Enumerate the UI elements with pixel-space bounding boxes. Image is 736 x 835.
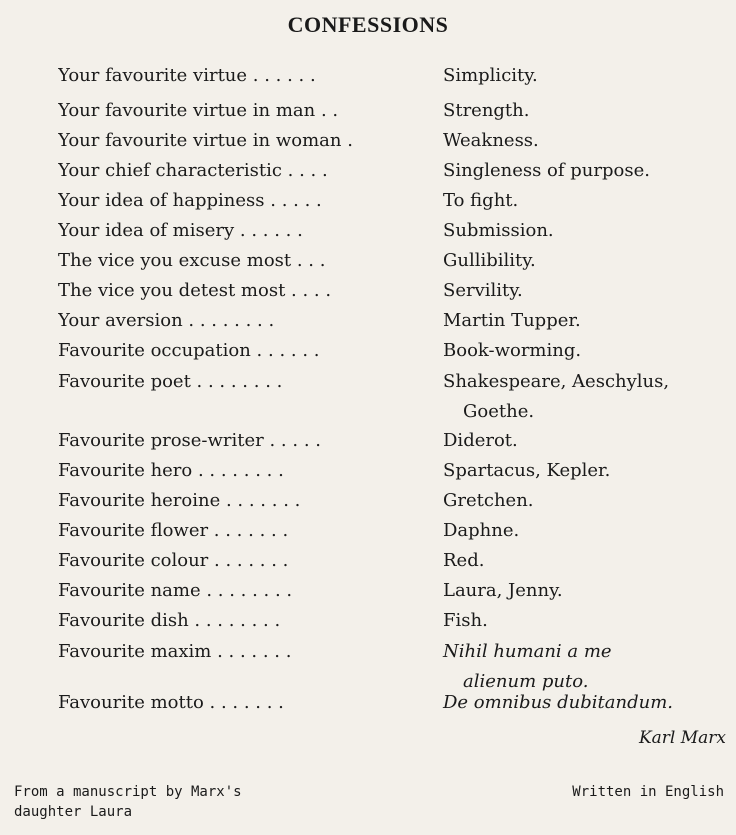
question: The vice you excuse most . . . [58,250,326,271]
question: Favourite name . . . . . . . . [58,580,293,601]
question: Your chief characteristic . . . . [58,160,328,181]
question: Favourite hero . . . . . . . . [58,460,284,481]
questionnaire-row [58,456,718,486]
answer: Martin Tupper. [443,310,581,331]
answer: Simplicity. [443,65,538,86]
questionnaire-row [58,276,718,306]
language-note: Written in English [572,784,724,800]
source-note [14,782,242,822]
answer: Book-worming. [443,340,582,361]
question: Your favourite virtue in man . . [58,100,339,121]
questionnaire-row [58,306,718,336]
question: The vice you detest most . . . . [58,280,332,301]
questionnaire-row [58,246,718,276]
question: Favourite prose-writer . . . . . [58,430,321,451]
answer: Diderot. [443,430,518,451]
questionnaire-row [58,576,718,606]
signature: Karl Marx [638,728,726,748]
questionnaire-row [58,156,718,186]
answer [443,367,736,427]
source-note-line: From a manuscript by Marx's [14,784,242,800]
source-note-line: daughter Laura [14,804,133,820]
answer: Submission. [443,220,554,241]
answer-continuation: Goethe. [463,401,535,422]
questionnaire-row [58,367,718,423]
answer: Daphne. [443,520,520,541]
questionnaire-row [58,216,718,246]
questionnaire-row [58,606,718,636]
question: Your idea of misery . . . . . . [58,220,303,241]
answer-line: Shakespeare, Aeschylus, [443,371,670,392]
answer: Red. [443,550,485,571]
question: Favourite maxim . . . . . . . [58,641,292,662]
question: Favourite dish . . . . . . . . [58,610,281,631]
answer: Singleness of purpose. [443,160,650,181]
question: Your favourite virtue in woman . [58,130,353,151]
questionnaire-row [58,546,718,576]
answer: Spartacus, Kepler. [443,460,611,481]
questionnaire-row [58,637,718,693]
question: Favourite occupation . . . . . . [58,340,320,361]
question: Favourite motto . . . . . . . [58,692,284,713]
answer-line: Nihil humani a me [443,641,612,662]
questionnaire-row [58,688,718,718]
question: Favourite colour . . . . . . . [58,550,289,571]
questionnaire-row [58,96,718,126]
question: Your aversion . . . . . . . . [58,310,275,331]
question: Favourite poet . . . . . . . . [58,371,283,392]
answer: Gullibility. [443,250,536,271]
question: Your idea of happiness . . . . . [58,190,322,211]
answer-continuation: alienum puto. [463,671,589,692]
questionnaire-row [58,486,718,516]
answer: Weakness. [443,130,539,151]
questionnaire-row [58,426,718,456]
answer: To fight. [443,190,519,211]
page-title: CONFESSIONS [287,12,449,37]
answer: Strength. [443,100,530,121]
question: Favourite flower . . . . . . . [58,520,289,541]
question: Your favourite virtue . . . . . . [58,65,316,86]
answer: De omnibus dubitandum. [443,692,673,713]
questionnaire-row [58,126,718,156]
answer: Laura, Jenny. [443,580,563,601]
questionnaire-row [58,61,718,91]
question: Favourite heroine . . . . . . . [58,490,301,511]
answer: Fish. [443,610,488,631]
questionnaire-row [58,516,718,546]
answer: Servility. [443,280,523,301]
questionnaire-row [58,336,718,366]
questionnaire-row [58,186,718,216]
answer: Gretchen. [443,490,534,511]
